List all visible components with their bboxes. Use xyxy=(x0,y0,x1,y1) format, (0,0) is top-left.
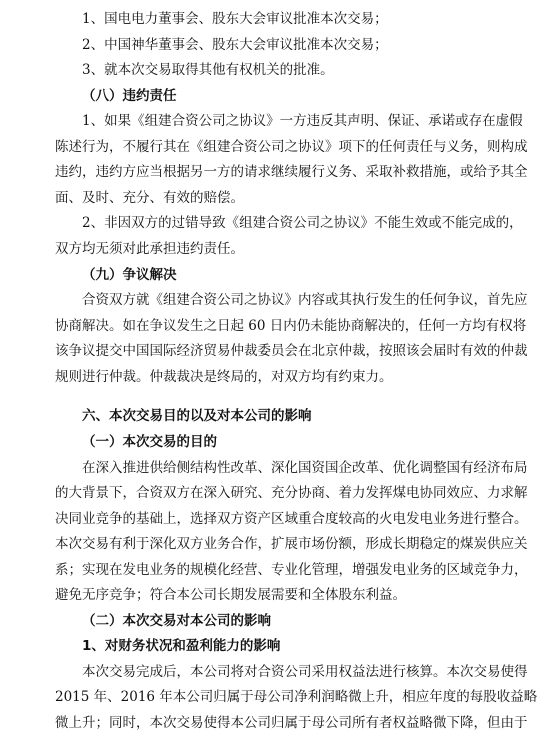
paragraph-line: 该争议提交中国国际经济贸易仲裁委员会在北京仲裁，按照该会届时有效的仲裁 xyxy=(55,343,528,360)
section-heading-dispute: （九）争议解决 xyxy=(82,266,177,283)
paragraph-line: 面、及时、充分、有效的赔偿。 xyxy=(55,189,244,206)
paragraph-line: 在深入推进供给侧结构性改革、深化国资国企改革、优化调整国有经济布局 xyxy=(82,459,528,476)
paragraph-line: 系；实现在发电业务的规模化经营、专业化管理，增强发电业务的区域竞争力， xyxy=(55,561,528,578)
paragraph-line: 微上升；同时，本次交易使得本公司归属于母公司所有者权益略微下降，但由于 xyxy=(55,715,528,731)
paragraph-line: 双方均无须对此承担违约责任。 xyxy=(55,241,244,257)
paragraph-line: 合资双方就《组建合资公司之协议》内容或其执行发生的任何争议，首先应 xyxy=(82,292,528,309)
paragraph-line: 违约，违约方应当根据另一方的请求继续履行义务、采取补救措施，或给予其全 xyxy=(55,164,528,181)
paragraph-line: 的大背景下，合资双方在深入研究、充分协商、着力发挥煤电协同效应、力求解 xyxy=(55,485,528,501)
section-heading-breach: （八）违约责任 xyxy=(82,87,177,104)
paragraph-line: 陈述行为，不履行其在《组建合资公司之协议》项下的任何责任与义务，则构成 xyxy=(55,138,528,155)
approval-item-1: 1、国电电力董事会、股东大会审议批准本次交易； xyxy=(82,11,388,27)
approval-item-3: 3、就本次交易取得其他有权机关的批准。 xyxy=(82,62,334,79)
paragraph-line: 2、非因双方的过错导致《组建合资公司之协议》不能生效或不能完成的， xyxy=(82,215,523,232)
section-heading-six: 六、本次交易目的以及对本公司的影响 xyxy=(82,408,312,425)
paragraph-line: 决同业竞争的基础上，选择双方资产区域重合度较高的火电发电业务进行整合。 xyxy=(55,510,528,527)
subheading-purpose: （一）本次交易的目的 xyxy=(82,433,217,450)
subheading-financial: 1、对财务状况和盈利能力的影响 xyxy=(82,638,281,655)
subheading-impact: （二）本次交易对本公司的影响 xyxy=(82,612,271,629)
paragraph-line: 2015 年、2016 年本公司归属于母公司净利润略微上升，相应年度的每股收益略 xyxy=(55,689,538,706)
paragraph-line: 本次交易有利于深化双方业务合作，扩展市场份额，形成长期稳定的煤炭供应关 xyxy=(55,536,528,553)
paragraph-line: 本次交易完成后，本公司将对合资公司采用权益法进行核算。本次交易使得 xyxy=(82,663,528,680)
approval-item-2: 2、中国神华董事会、股东大会审议批准本次交易； xyxy=(82,36,388,53)
paragraph-line: 1、如果《组建合资公司之协议》一方违反其声明、保证、承诺或存在虚假 xyxy=(82,113,523,130)
paragraph-line: 协商解决。如在争议发生之日起 60 日内仍未能协商解决的，任何一方均有权将 xyxy=(55,317,527,334)
paragraph-line: 规则进行仲裁。仲裁裁决是终局的，对双方均有约束力。 xyxy=(55,368,393,385)
paragraph-line: 避免无序竞争；符合本公司长期发展需要和全体股东利益。 xyxy=(55,587,406,604)
